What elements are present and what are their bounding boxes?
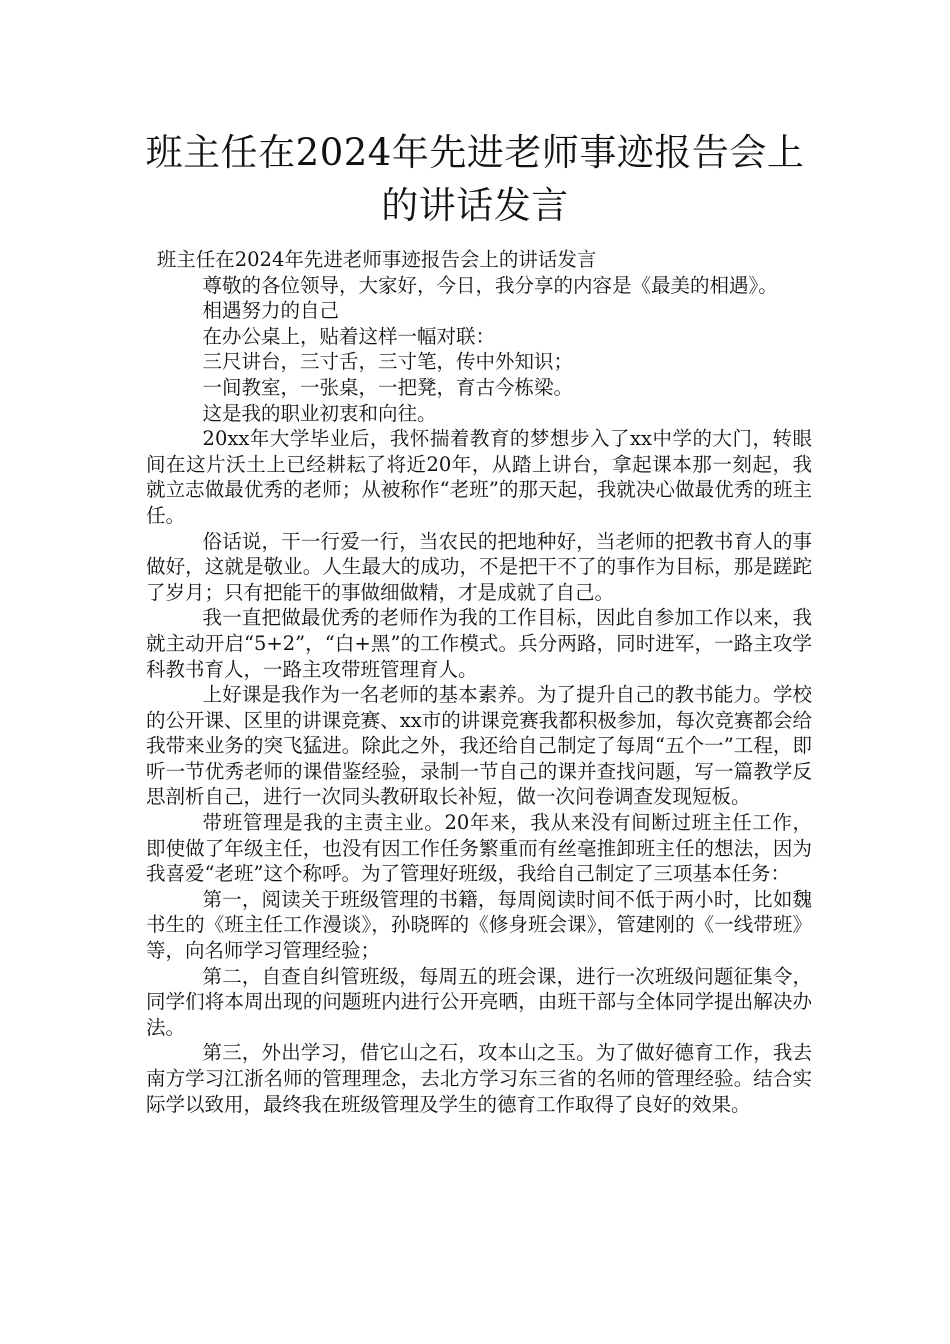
paragraph-career-start: 20xx年大学毕业后，我怀揣着教育的梦想步入了xx中学的大门，转眼间在这片沃土上已经耕耘了将近20年，从踏上讲台，拿起课本那一刻起，我就立志做最优秀的老师；从被称作“老班”的那天起，我就决心做最优秀的班主任。	[146, 427, 812, 527]
paragraph-couplet-line-2: 一间教室，一张桌，一把凳，育古今栋梁。	[202, 375, 574, 399]
paragraph-aspiration: 这是我的职业初衷和向往。	[202, 401, 437, 425]
paragraph-heading: 相遇努力的自己	[202, 299, 340, 323]
paragraph-class-management: 带班管理是我的主责主业。20年来，我从来没有间断过班主任工作，即使做了年级主任，也没有因工作任务繁重而有丝毫推卸班主任的想法，因为我喜爱“老班”这个称呼。为了管理好班级，我给自己制定了三项基本任务：	[146, 811, 812, 886]
paragraph-couplet-line-1: 三尺讲台，三寸舌，三寸笔，传中外知识；	[202, 350, 574, 374]
paragraph-teaching-skills: 上好课是我作为一名老师的基本素养。为了提升自己的教书能力。学校的公开课、区里的讲课竞赛、xx市的讲课竞赛我都积极参加，每次竞赛都会给我带来业务的突飞猛进。除此之外，我还给自己制定了每周“五个一”工程，即听一节优秀老师的课借鉴经验，录制一节自己的课并查找问题，写一篇教学反思剖析自己，进行一次同头教研取长补短，做一次问卷调查发现短板。	[146, 683, 812, 809]
document-body	[146, 247, 812, 1117]
paragraph-greeting: 尊敬的各位领导，大家好，今日，我分享的内容是《最美的相遇》。	[202, 273, 778, 297]
paragraph-task-3: 第三，外出学习，借它山之石，攻本山之玉。为了做好德育工作，我去南方学习江浙名师的管理理念，去北方学习东三省的名师的管理经验。结合实际学以致用，最终我在班级管理及学生的德育工作取得了良好的效果。	[146, 1041, 812, 1116]
paragraph-task-2: 第二，自查自纠管班级，每周五的班会课，进行一次班级问题征集令，同学们将本周出现的问题班内进行公开亮晒，由班干部与全体同学提出解决办法。	[146, 964, 812, 1039]
document-subtitle: 班主任在2024年先进老师事迹报告会上的讲话发言	[156, 248, 597, 271]
document-title: 班主任在2024年先进老师事迹报告会上的讲话发言	[145, 131, 805, 227]
paragraph-dedication: 俗话说，干一行爱一行，当农民的把地种好，当老师的把教书育人的事做好，这就是敬业。人生最大的成功，不是把干不了的事作为目标，那是蹉跎了岁月；只有把能干的事做细做精，才是成就了自己。	[146, 529, 812, 604]
paragraph-couplet-intro: 在办公桌上，贴着这样一幅对联：	[202, 324, 496, 348]
paragraph-work-goal: 我一直把做最优秀的老师作为我的工作目标，因此自参加工作以来，我就主动开启“5+2”，“白+黑”的工作模式。兵分两路，同时进军，一路主攻学科教书育人，一路主攻带班管理育人。	[146, 606, 812, 681]
paragraph-task-1: 第一，阅读关于班级管理的书籍，每周阅读时间不低于两小时，比如魏书生的《班主任工作漫谈》，孙晓晖的《修身班会课》，管建刚的《一线带班》等，向名师学习管理经验；	[146, 887, 812, 963]
